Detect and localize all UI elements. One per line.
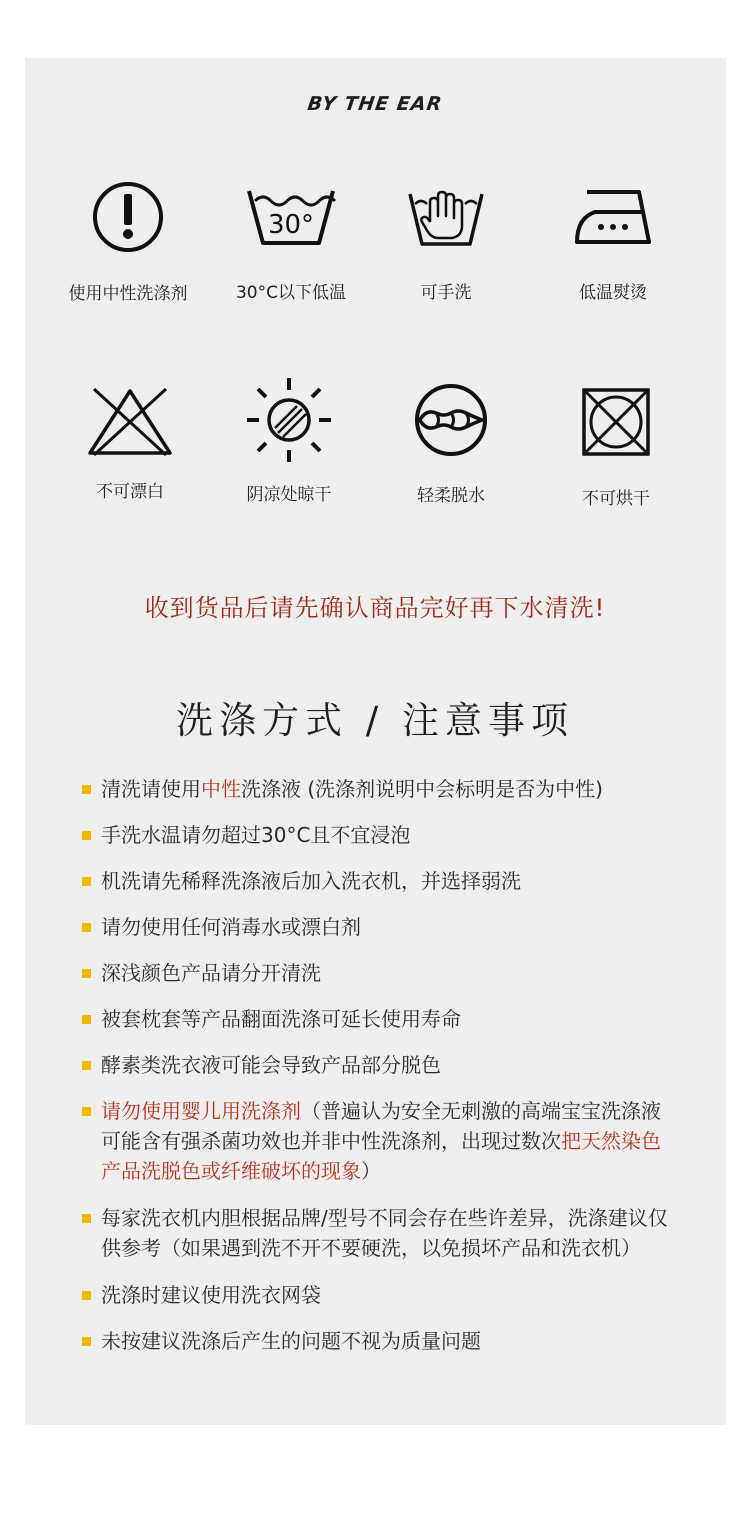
list-item: 请勿使用婴儿用洗涤剂（普遍认为安全无刺激的高端宝宝洗涤液可能含有强杀菌功效也并非中性洗涤剂，出现过数次把天然染色产品洗脱色或纤维破坏的现象） <box>80 1096 680 1186</box>
wash-temp: 30° <box>267 210 315 240</box>
list-item: 深浅颜色产品请分开清洗 <box>80 958 680 988</box>
wash-30-icon <box>245 185 337 249</box>
list-item: 未按建议洗涤后产生的问题不视为质量问题 <box>80 1326 680 1356</box>
hand-wash-icon <box>406 188 486 248</box>
section-title: 洗涤方式 / 注意事项 <box>176 699 574 742</box>
list-item: 每家洗衣机内胆根据品牌/型号不同会存在些许差异，洗涤建议仅供参考（如果遇到洗不开不要硬洗，以免损坏产品和洗衣机） <box>80 1203 680 1263</box>
bullet-icon <box>82 1015 91 1024</box>
bullet-icon <box>82 1214 91 1223</box>
care-label: 低温熨烫 <box>579 283 647 303</box>
bullet-icon <box>82 1107 91 1116</box>
care-label: 阴凉处晾干 <box>246 485 332 505</box>
bullet-icon <box>82 877 91 886</box>
care-label: 不可烘干 <box>582 489 650 509</box>
care-label: 可手洗 <box>420 283 472 303</box>
care-shade-dry <box>209 376 369 505</box>
shade-dry-icon <box>245 376 333 464</box>
arrival-notice: 收到货品后请先确认商品完好再下水清洗! <box>144 594 606 622</box>
care-no-bleach <box>50 385 210 502</box>
list-item: 洗涤时建议使用洗衣网袋 <box>80 1280 680 1310</box>
care-label: 使用中性洗涤剂 <box>68 284 188 304</box>
bullet-icon <box>82 923 91 932</box>
list-item: 酵素类洗衣液可能会导致产品部分脱色 <box>80 1050 680 1080</box>
no-tumble-dry-icon <box>581 387 651 457</box>
care-wash-30 <box>211 185 371 303</box>
list-item: 请勿使用任何消毒水或漂白剂 <box>80 912 680 942</box>
list-item: 被套枕套等产品翻面洗涤可延长使用寿命 <box>80 1004 680 1034</box>
no-bleach-icon <box>82 385 178 457</box>
gentle-spin-icon <box>414 383 488 457</box>
care-hand-wash <box>366 188 526 303</box>
list-item: 手洗水温请勿超过30°C且不宜浸泡 <box>80 820 680 850</box>
instruction-list <box>80 774 680 1356</box>
care-gentle-spin <box>371 383 531 506</box>
bullet-icon <box>82 1337 91 1346</box>
neutral-detergent-icon <box>91 180 165 254</box>
bullet-icon <box>82 969 91 978</box>
care-low-iron <box>533 188 693 303</box>
care-neutral-detergent <box>48 180 208 304</box>
list-item: 机洗请先稀释洗涤液后加入洗衣机，并选择弱洗 <box>80 866 680 896</box>
bullet-icon <box>82 785 91 794</box>
brand-logo: BY THE EAR <box>306 93 444 115</box>
care-label: 轻柔脱水 <box>417 486 485 506</box>
care-label: 不可漂白 <box>96 482 164 502</box>
list-item: 清洗请使用中性洗涤液 (洗涤剂说明中会标明是否为中性) <box>80 774 680 804</box>
bullet-icon <box>82 1291 91 1300</box>
care-label: 30°C以下低温 <box>235 283 346 303</box>
care-no-tumble-dry <box>536 387 696 509</box>
bullet-icon <box>82 1061 91 1070</box>
low-iron-icon <box>573 188 653 246</box>
bullet-icon <box>82 831 91 840</box>
